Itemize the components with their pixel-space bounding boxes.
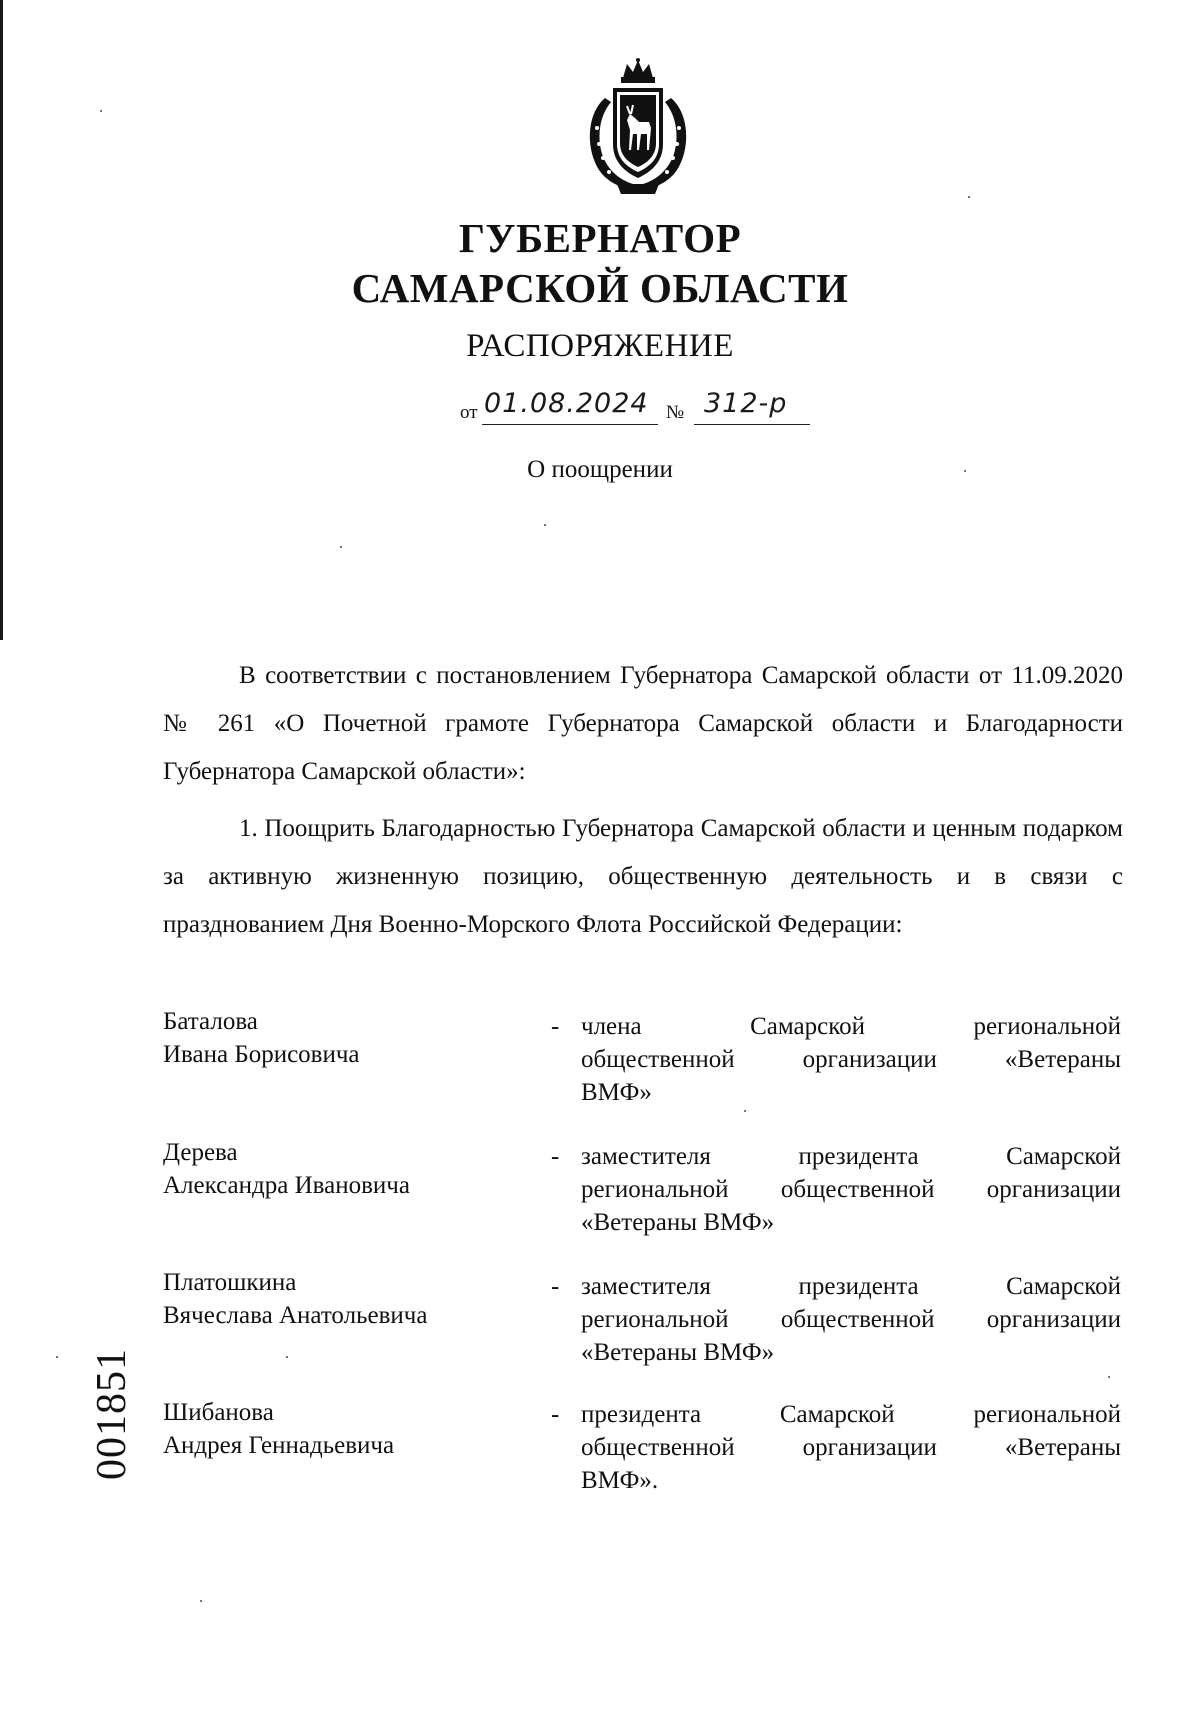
scan-speck xyxy=(544,524,546,526)
role-line: заместителя президента Самарской xyxy=(581,1143,1121,1170)
scan-speck xyxy=(200,1600,202,1602)
item-1-paragraph: 1. Поощрить Благодарностью Губернатора Самарской области и ценным подарком за активную жизненную позицию, общественную деятельность и в связи с празднованием Дня Военно-Морского Флота Российской Федерации: xyxy=(163,815,1123,938)
role-line: «Ветераны ВМФ» xyxy=(581,1339,775,1366)
header-title-line2: САМАРСКОЙ ОБЛАСТИ xyxy=(351,265,849,311)
person-given-names: Ивана Борисовича xyxy=(163,1041,360,1068)
role-line: общественной организации «Ветераны xyxy=(581,1046,1121,1073)
list-dash: - xyxy=(551,1273,560,1300)
role-line: региональной общественной организации xyxy=(581,1306,1121,1333)
role-line: ВМФ» xyxy=(581,1079,652,1106)
role-line: региональной общественной организации xyxy=(581,1176,1121,1203)
number-label: № xyxy=(666,402,685,423)
list-dash: - xyxy=(551,1143,560,1170)
role-line: заместителя президента Самарской xyxy=(581,1273,1121,1300)
scan-speck xyxy=(100,110,102,112)
person-name xyxy=(163,1396,523,1462)
scan-speck xyxy=(1108,1376,1110,1378)
person-role xyxy=(581,1010,1121,1109)
scan-speck xyxy=(286,1356,288,1358)
scan-speck xyxy=(964,470,966,472)
person-role xyxy=(581,1140,1121,1239)
document-type: РАСПОРЯЖЕНИЕ xyxy=(466,328,734,364)
person-given-names: Вячеслава Анатольевича xyxy=(163,1302,428,1329)
role-line: президента Самарской региональной xyxy=(581,1401,1121,1428)
person-surname: Дерева xyxy=(163,1139,238,1166)
person-role xyxy=(581,1398,1121,1497)
samara-coat-of-arms-icon xyxy=(583,58,693,196)
person-given-names: Александра Ивановича xyxy=(163,1172,410,1199)
number-underline xyxy=(694,424,810,425)
person-surname: Шибанова xyxy=(163,1399,274,1426)
header-title-line1: ГУБЕРНАТОР xyxy=(458,215,742,261)
person-name xyxy=(163,1266,523,1332)
role-line: члена Самарской региональной xyxy=(581,1013,1121,1040)
scan-speck xyxy=(340,546,342,548)
person-surname: Баталова xyxy=(163,1008,258,1035)
document-date: 01.08.2024 xyxy=(484,388,649,419)
scan-speck xyxy=(56,1356,58,1358)
person-name xyxy=(163,1005,523,1071)
list-dash: - xyxy=(551,1013,560,1040)
scan-edge xyxy=(0,0,3,640)
scan-speck xyxy=(744,1110,746,1112)
person-role xyxy=(581,1270,1121,1369)
document-number: 312-р xyxy=(704,388,788,419)
document-reference xyxy=(460,386,860,426)
person-name xyxy=(163,1136,523,1202)
person-given-names: Андрея Геннадьевича xyxy=(163,1432,395,1459)
person-surname: Платошкина xyxy=(163,1269,297,1296)
preamble-paragraph: В соответствии с постановлением Губернатора Самарской области от 11.09.2020 № 261 «О Почетной грамоте Губернатора Самарской области и Благодарности Губернатора Самарской области»: xyxy=(163,662,1123,785)
list-dash: - xyxy=(551,1401,560,1428)
from-label: от xyxy=(460,402,478,423)
registration-number: 001851 xyxy=(89,1348,135,1480)
document-subject: О поощрении xyxy=(527,456,673,483)
role-line: общественной организации «Ветераны xyxy=(581,1434,1121,1461)
date-underline xyxy=(482,424,658,425)
scan-speck xyxy=(968,196,970,198)
role-line: «Ветераны ВМФ» xyxy=(581,1209,775,1236)
role-line: ВМФ». xyxy=(581,1467,659,1494)
